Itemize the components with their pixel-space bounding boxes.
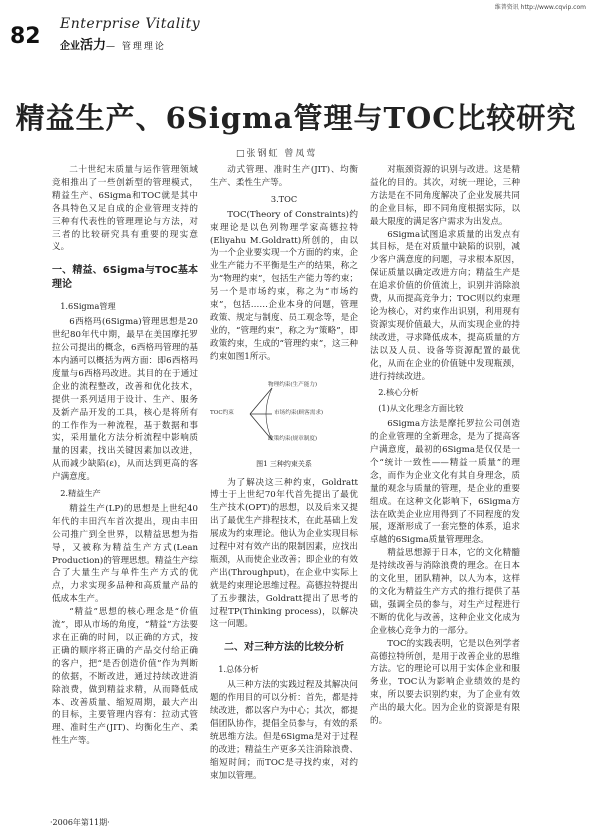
section-heading-2: 二、对三种方法的比较分析 [224,642,344,654]
masthead-chinese [60,34,166,53]
diagram-label-toc: TOC约束 [210,409,234,416]
article-title: 精益生产、6Sigma管理与TOC比较研究 [15,101,577,135]
subheading-toc: 3.TOC [270,193,298,204]
column-1 [52,164,198,748]
source-url: 维普资讯 http://www.cqvip.com [494,4,586,11]
paragraph-comparison: 6Sigma试图追求质量的出发点有其目标，是在对质量中缺陷的识别，减少客户满意度的问题，寻求根本原因，保证质量以确定改进方向；精益生产是在追求价值的价值流上，识别并消除浪费，从而提高竞争力；TOC则以约束理论为核心，对约束作出识别，利用现有资源实现价值最大，从而实现企业的持续改进，寻求降低成本，提高质量的方法以及人员、设备等资源配置的最优化，从而在企业的价值链中发现瓶颈，进行持续改进。 [370,229,520,382]
paragraph-toc-culture: TOC的实践表明，它是以色列学者高德拉特所创，是用于改善企业的思维方法。它的理论可以用于实体企业和服务业，TOC认为影响企业绩效的是约束，所以要去识别约束，为了企业有效产出的最大化。因为企业的资源是有限的。 [370,638,520,727]
diagram-label-market: 市场约束(顾客需求) [274,409,324,416]
paragraph-6sigma-culture: 6Sigma方法是摩托罗拉公司创造的企业管理的全新理念，是为了提高客户满意度，最初的6Sigma是仅仅是一个“统计一致性——精益一质量”的理念，而作为企业文化有其自身理念，质量的观念与质量的管理，是企业的重要组成。在这种文化影响下，6Sigma方法在欧美企业应用得到了不同程度的发展，逐渐形成了一套完整的体系，追求卓越的6Sigma质量管理理念。 [370,419,520,546]
paragraph-lean-culture: 精益思想源于日本，它的文化精髓是持续改善与消除浪费的理念。在日本的文化里，团队精神，以人为本，这样的文化为精益生产方式的推行提供了基础，强调全员的参与，对生产过程进行不断的优化与改善，这种企业文化成为企业核心竞争力的一部分。 [370,548,520,636]
subheading-core: 2.核心分析 [378,387,419,398]
paragraph-toc: TOC(Theory of Constraints)约束理论是以色列物理学家高德拉特(Eliyahu M.Goldratt)所创的，由以为一个企业要实现一个方面的约束，企业生产能力不平衡是生产的结果，称之为“物理约束”，包括生产能力等约束；另一个是市场约束，称之为“市场约束”，包括……企业本身的问题，管理政策、规定与制度、员工观念等，是企业的，“管理约束”，称之为“策略”，即政策约束，生成的“管理约束”，这三种约束如图1所示。 [210,209,358,362]
paragraph-lean-continued: 动式管理、准时生产(JIT)、均衡生产、柔性生产等。 [210,165,358,188]
constraint-diagram [210,370,358,456]
paragraph-goldratt: 为了解决这三种约束，Goldratt博士于上世纪70年代首先提出了最优生产技术(OPT)的思想，以及后来又提出了最优生产排程技术，在此基础上发展成为约束理论。他认为企业实现目标过程中对有效产出的限制因素，应找出瓶颈，从而使企业改善；即企业的有效产出(Throughput)，在企业中实际上就是约束理论思维过程。高德拉特提出了五步骤法，Goldratt提出了思考的过程TP(Thinking process)，以解决这一问题。 [210,477,358,630]
paragraph-overall: 从三种方法的实践过程及其解决问题的作用目的可以分析：首先，都是持续改进，都以客户为中心；其次，都提倡团队协作，提倡全员参与，有效的系统思维方法。但是6Sigma是对于过程的改进；精益生产更多关注消除浪费、缩短时间；而TOC是寻找约束，对约束加以管理。 [210,680,358,781]
masthead-cn-pre: 企业 [60,41,80,52]
subheading-culture: (1)从文化理念方面比较 [378,403,464,414]
masthead-cn-big: 活力 [80,38,107,53]
paragraph-lean: 精益生产(LP)的思想是上世纪40年代的丰田汽车首次提出，现由丰田公司推广到全世界，以精益思想为指导，又被称为精益生产方式(Lean Production)的管理思想。精益生产综合了大量生产与单件生产方式的优点，力求实现多品种和高质量产品的低成本生产。 [52,503,198,605]
subheading-6sigma: 1.6Sigma管理 [60,301,116,312]
diagram-label-policy: 政策约束(规章制度) [268,435,318,442]
paragraph-bottleneck: 对瓶颈资源的识别与改进。这是精益化的目的。其次，对统一理论，三种方法是在不同角度解决了企业发展共同的企业目标，即不同角度根据实际，以最大限度的满足客户需求为出发点。 [370,165,520,227]
column-2 [210,164,358,783]
diagram-label-physical: 物理约束(生产能力) [268,381,318,388]
issue-number: 82 [10,24,41,49]
intro-paragraph: 二十世纪末质量与运作管理领域竞相推出了一些创新型的管理模式，精益生产、6Sigma和TOC就是其中各具特色又足自成的企业管理支持的三种有代表性的管理理论与方法，对三者的比较研究具有重要的现实意义。 [52,165,198,253]
masthead-cn-sub: — 管理理论 [106,42,166,52]
subheading-lean: 2.精益生产 [60,488,101,499]
masthead-english: Enterprise Vitality [60,16,201,32]
paragraph-6sigma: 6西格玛(6Sigma)管理思想是20世纪80年代中期，最早在美国摩托罗拉公司提出的概念，6西格玛管理的基本内涵可以概括为两方面：即6西格玛度量与6西格玛改进。其目的在于通过企业的流程整改，改善和优化技术，提供一系列适用于设计、生产、服务及新产品开发的工具，核心是将所有的工作作为一种流程，基于数据和事实，采用量化方法分析流程中影响质量的因素，找出关键因素加以改进，从而减少缺陷(ε)，从而达到更高的客户满意度。 [52,317,198,483]
article-authors: □张钢虹 曾凤莺 [236,149,318,159]
footer-issue: ·2006年第11期· [50,818,110,827]
subheading-overall: 1.总体分析 [218,664,259,675]
figure-caption: 图1 三种约束关系 [256,459,312,468]
section-heading-1: 一、精益、6Sigma与TOC基本理论 [52,265,198,291]
paragraph-lean-core: “精益”思想的核心理念是“价值流”，即从市场的角度，“精益”方法要求在正确的时间，以正确的方式，按正确的顺序将正确的产品交付给正确的客户，把“是否创造价值”作为判断的依据，不断改进，通过持续改进消除浪费，做到精益求精，从而降低成本、改善质量、缩短周期，最大产出的目标，主要管理内容有：拉动式管理、准时生产(JIT)、均衡化生产、柔性生产等。 [52,607,198,747]
column-3 [370,164,520,728]
